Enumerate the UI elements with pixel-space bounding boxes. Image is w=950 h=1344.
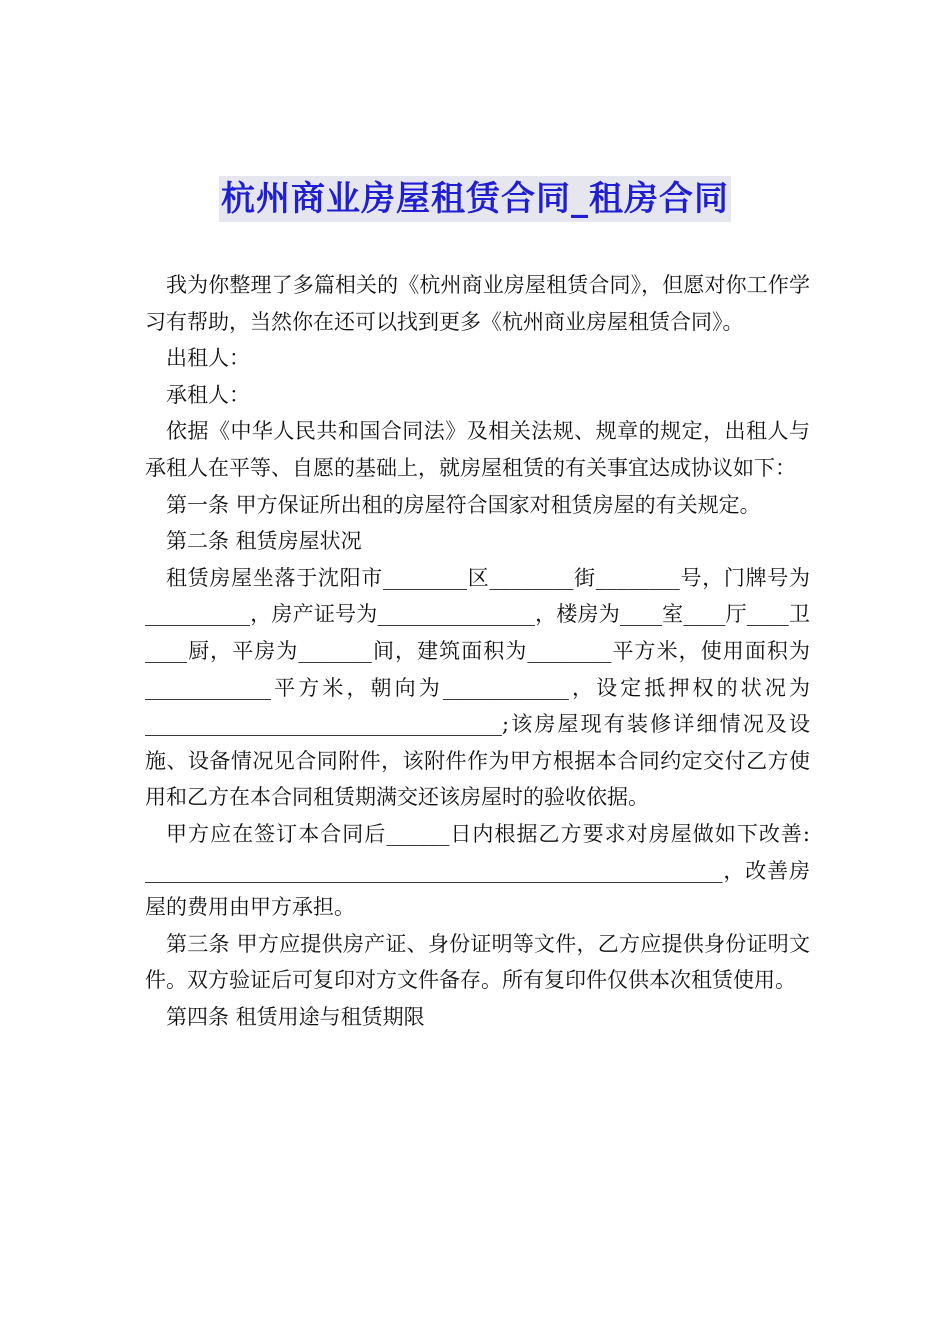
lessor-line: 出租人：: [166, 346, 250, 371]
document-title: 杭州商业房屋租赁合同_租房合同: [219, 176, 731, 222]
property-details-paragraph: 租赁房屋坐落于沈阳市________区________街________号，门牌号为__________，房产证号为_______________，楼房为____室____厅____卫____厨，平房为_______间，建筑面积为________平方米，使用面积为____________平方米，朝向为____________，设定抵押权的状况为__________________________________;该房屋现有装修详细情况及设施、设备情况见合同附件，该附件作为甲方根据本合同约定交付乙方使用和乙方在本合同租赁期满交还该房屋时的验收依据。: [145, 565, 810, 810]
article-2-heading: 第二条 租赁房屋状况: [166, 529, 362, 554]
title-container: [0, 176, 950, 222]
article-4-heading: 第四条 租赁用途与租赁期限: [166, 1004, 425, 1029]
article-3: 第三条 甲方应提供房产证、身份证明等文件，乙方应提供身份证明文件。双方验证后可复印对方文件备存。所有复印件仅供本次租赁使用。: [145, 931, 810, 993]
article-1: 第一条 甲方保证所出租的房屋符合国家对租赁房屋的有关规定。: [166, 492, 761, 517]
basis-paragraph: 依据《中华人民共和国合同法》及相关法规、规章的规定，出租人与承租人在平等、自愿的基础上，就房屋租赁的有关事宜达成协议如下：: [145, 419, 810, 480]
intro-paragraph: 我为你整理了多篇相关的《杭州商业房屋租赁合同》，但愿对你工作学习有帮助，当然你在还可以找到更多《杭州商业房屋租赁合同》。: [145, 273, 810, 334]
improvement-paragraph: 甲方应在签订本合同后______日内根据乙方要求对房屋做如下改善: _______________________________________________________，改善房屋的费用由甲方承担。: [145, 821, 810, 920]
document-body: [145, 267, 810, 1035]
lessee-line: 承租人：: [166, 382, 250, 407]
